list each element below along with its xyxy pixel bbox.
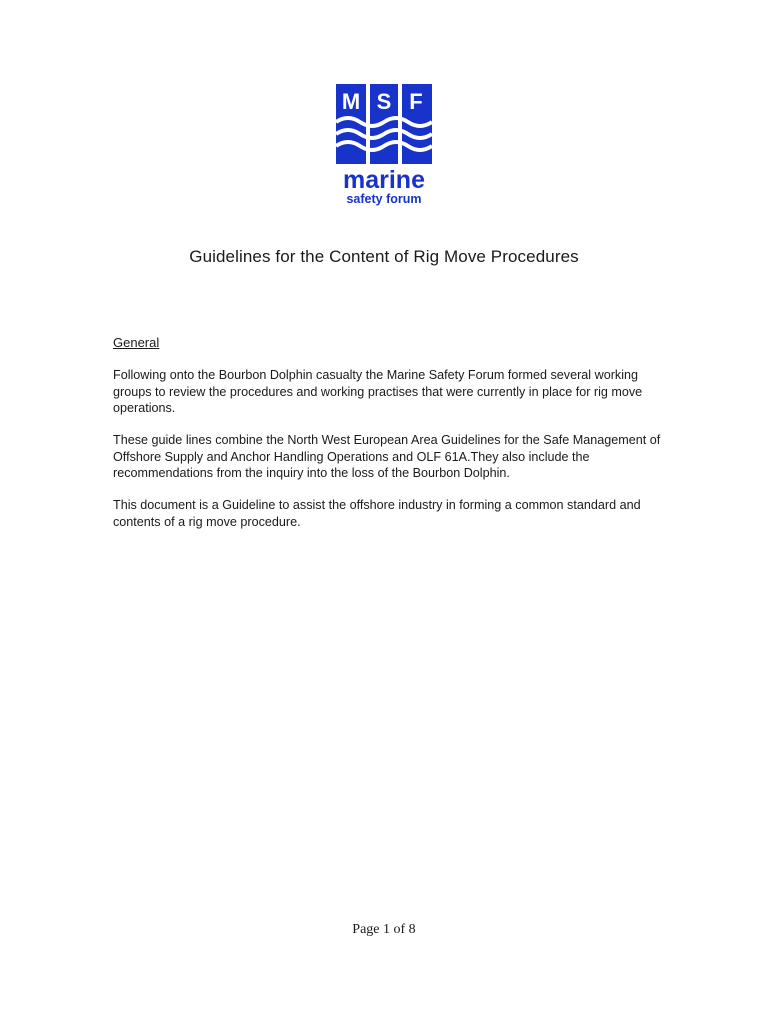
msf-logo	[336, 84, 436, 208]
logo-letter-f: F	[409, 89, 423, 114]
page-number: Page 1 of 8	[352, 922, 416, 937]
logo-letter-s: S	[376, 89, 392, 114]
document-title: Guidelines for the Content of Rig Move Procedures	[189, 247, 579, 266]
logo-word: marine	[343, 166, 425, 194]
msf-logo-graphic	[336, 84, 436, 208]
section-heading-general: General	[113, 335, 160, 350]
paragraph: Following onto the Bourbon Dolphin casualty the Marine Safety Forum formed several working groups to review the procedures and working practises that were currently in place for rig move operations.	[113, 368, 643, 415]
paragraph: These guide lines combine the North West European Area Guidelines for the Safe Management of Offshore Supply and Anchor Handling Operations and OLF 61A.They also include the recommendations from the inquiry into the loss of the Bourbon Dolphin.	[113, 433, 661, 480]
logo-subtitle: safety forum	[346, 192, 422, 206]
logo-letter-m: M	[341, 89, 361, 114]
paragraph: This document is a Guideline to assist the offshore industry in forming a common standard and contents of a rig move procedure.	[113, 498, 641, 529]
